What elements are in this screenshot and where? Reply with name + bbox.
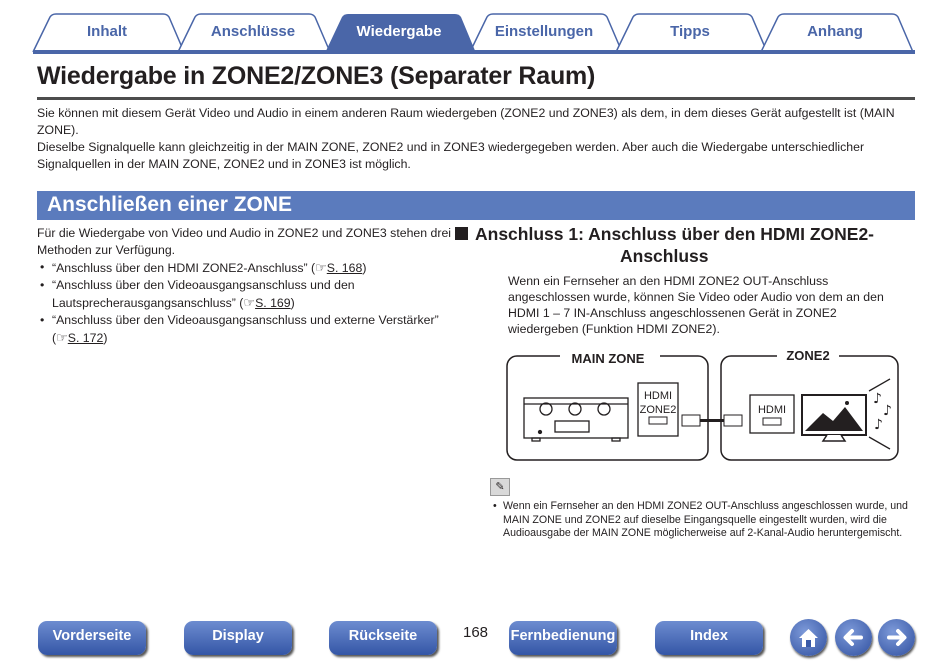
receiver-hdmi-port-icon [649, 417, 667, 424]
music-note-icon: ♪ [873, 391, 882, 407]
music-note-icon: ♪ [874, 417, 883, 433]
receiver-port-label-2: ZONE2 [639, 404, 677, 416]
page-title: Wiedergabe in ZONE2/ZONE3 (Separater Raum) [37, 62, 596, 90]
arrow-right-icon [878, 619, 915, 656]
list-item [37, 259, 457, 277]
methods-list [37, 259, 457, 347]
rear-panel-button[interactable]: Rückseite [329, 621, 437, 655]
zone2-label: ZONE2 [786, 348, 830, 363]
main-zone-label: MAIN ZONE [571, 351, 645, 366]
section-header [37, 191, 915, 220]
heading-square-icon [455, 227, 468, 240]
tab-wiedergabe[interactable]: Wiedergabe [356, 23, 442, 40]
list-item-close: ) [362, 261, 367, 275]
reference-hand-icon: ☞ [56, 330, 68, 345]
reference-hand-icon: ☞ [315, 260, 327, 275]
music-note-icon: ♪ [883, 403, 892, 419]
previous-page-button[interactable] [835, 619, 872, 656]
note-bullet: • [493, 500, 497, 512]
next-page-button[interactable] [878, 619, 915, 656]
page-number: 168 [463, 624, 489, 641]
page-link-168[interactable]: S. 168 [326, 261, 363, 275]
front-panel-button[interactable]: Vorderseite [38, 621, 146, 655]
tv-icon [802, 395, 866, 441]
tab-anhang[interactable]: Anhang [807, 23, 863, 40]
home-button[interactable] [790, 619, 827, 656]
note-body: Wenn ein Fernseher an den HDMI ZONE2 OUT-Anschluss angeschlossen wurde, und MAIN ZONE und ZONE2 auf dieselbe Eingangsquelle eingestellt wurden, wird die Audioausgabe der MAIN ZONE möglicherweise auf 2-Kanal-Audio heruntergemischt. [503, 500, 908, 539]
tv-port-label: HDMI [757, 404, 787, 416]
list-item [37, 312, 457, 347]
reference-hand-icon: ☞ [243, 295, 256, 310]
intro-paragraph-1: Sie können mit diesem Gerät Video und Audio in einem anderen Raum wiedergeben (ZONE2 und ZONE3) als dem, in dem dieses Gerät aufgestellt ist (MAIN ZONE). [37, 106, 895, 137]
intro-paragraph-2: Dieselbe Signalquelle kann gleichzeitig in der MAIN ZONE, ZONE2 und in ZONE3 wiedergegeben werden. Aber auch die Wiedergabe unterschiedlicher Signalquellen in der MAIN ZONE, ZONE2 und in ZONE3 ist möglich. [37, 140, 865, 171]
connection-description: Wenn ein Fernseher an den HDMI ZONE2 OUT-Anschluss angeschlossen wurde, können Sie Video oder Audio von dem an den HDMI 1 – 7 IN-Anschluss angeschlossenen Gerät in ZONE2 wiedergeben (Funktion HDMI ZONE2). [508, 274, 884, 336]
receiver-port-label-1: HDMI [643, 390, 673, 402]
page-link-172[interactable]: S. 172 [67, 331, 104, 345]
index-button[interactable]: Index [655, 621, 763, 655]
remote-control-button[interactable]: Fernbedienung [509, 621, 617, 655]
display-button[interactable]: Display [184, 621, 292, 655]
tab-anschluesse[interactable]: Anschlüsse [210, 23, 296, 40]
list-item [37, 277, 457, 312]
connection-heading-line2: Anschluss [620, 246, 709, 266]
title-divider [37, 97, 915, 100]
methods-intro: Für die Wiedergabe von Video und Audio in ZONE2 und ZONE3 stehen drei Methoden zur Verfügung. [37, 226, 452, 257]
tab-baseline [33, 50, 915, 54]
list-item-close: ) [290, 296, 295, 310]
arrow-left-icon [835, 619, 872, 656]
note-text [493, 500, 913, 541]
methods-column [37, 225, 457, 347]
connection-diagram [505, 343, 900, 470]
list-item-text: “Anschluss über den Videoausgangsanschluss und den Lautsprecherausgangsanschluss” ( [52, 278, 355, 310]
tab-einstellungen[interactable]: Einstellungen [494, 23, 594, 40]
pencil-icon: ✎ [490, 478, 510, 496]
connection-heading [475, 223, 895, 267]
tv-hdmi-port-icon [763, 418, 781, 425]
list-item-close: ) [103, 331, 108, 345]
tab-tipps[interactable]: Tipps [670, 23, 710, 40]
section-title: Anschließen einer ZONE [47, 193, 293, 216]
home-icon [790, 619, 827, 656]
list-item-text: “Anschluss über den Videoausgangsanschluss und externe Verstärker” ( [52, 313, 439, 345]
diagram-svg [505, 343, 900, 465]
list-item-text: “Anschluss über den HDMI ZONE2-Anschluss” ( [52, 261, 316, 275]
tab-inhalt[interactable]: Inhalt [87, 23, 127, 40]
page-link-169[interactable]: S. 169 [255, 296, 291, 310]
connection-heading-line1: Anschluss 1: Anschluss über den HDMI ZONE2- [475, 224, 875, 244]
hdmi-cable-icon [682, 415, 742, 426]
tab-bar [0, 0, 950, 56]
